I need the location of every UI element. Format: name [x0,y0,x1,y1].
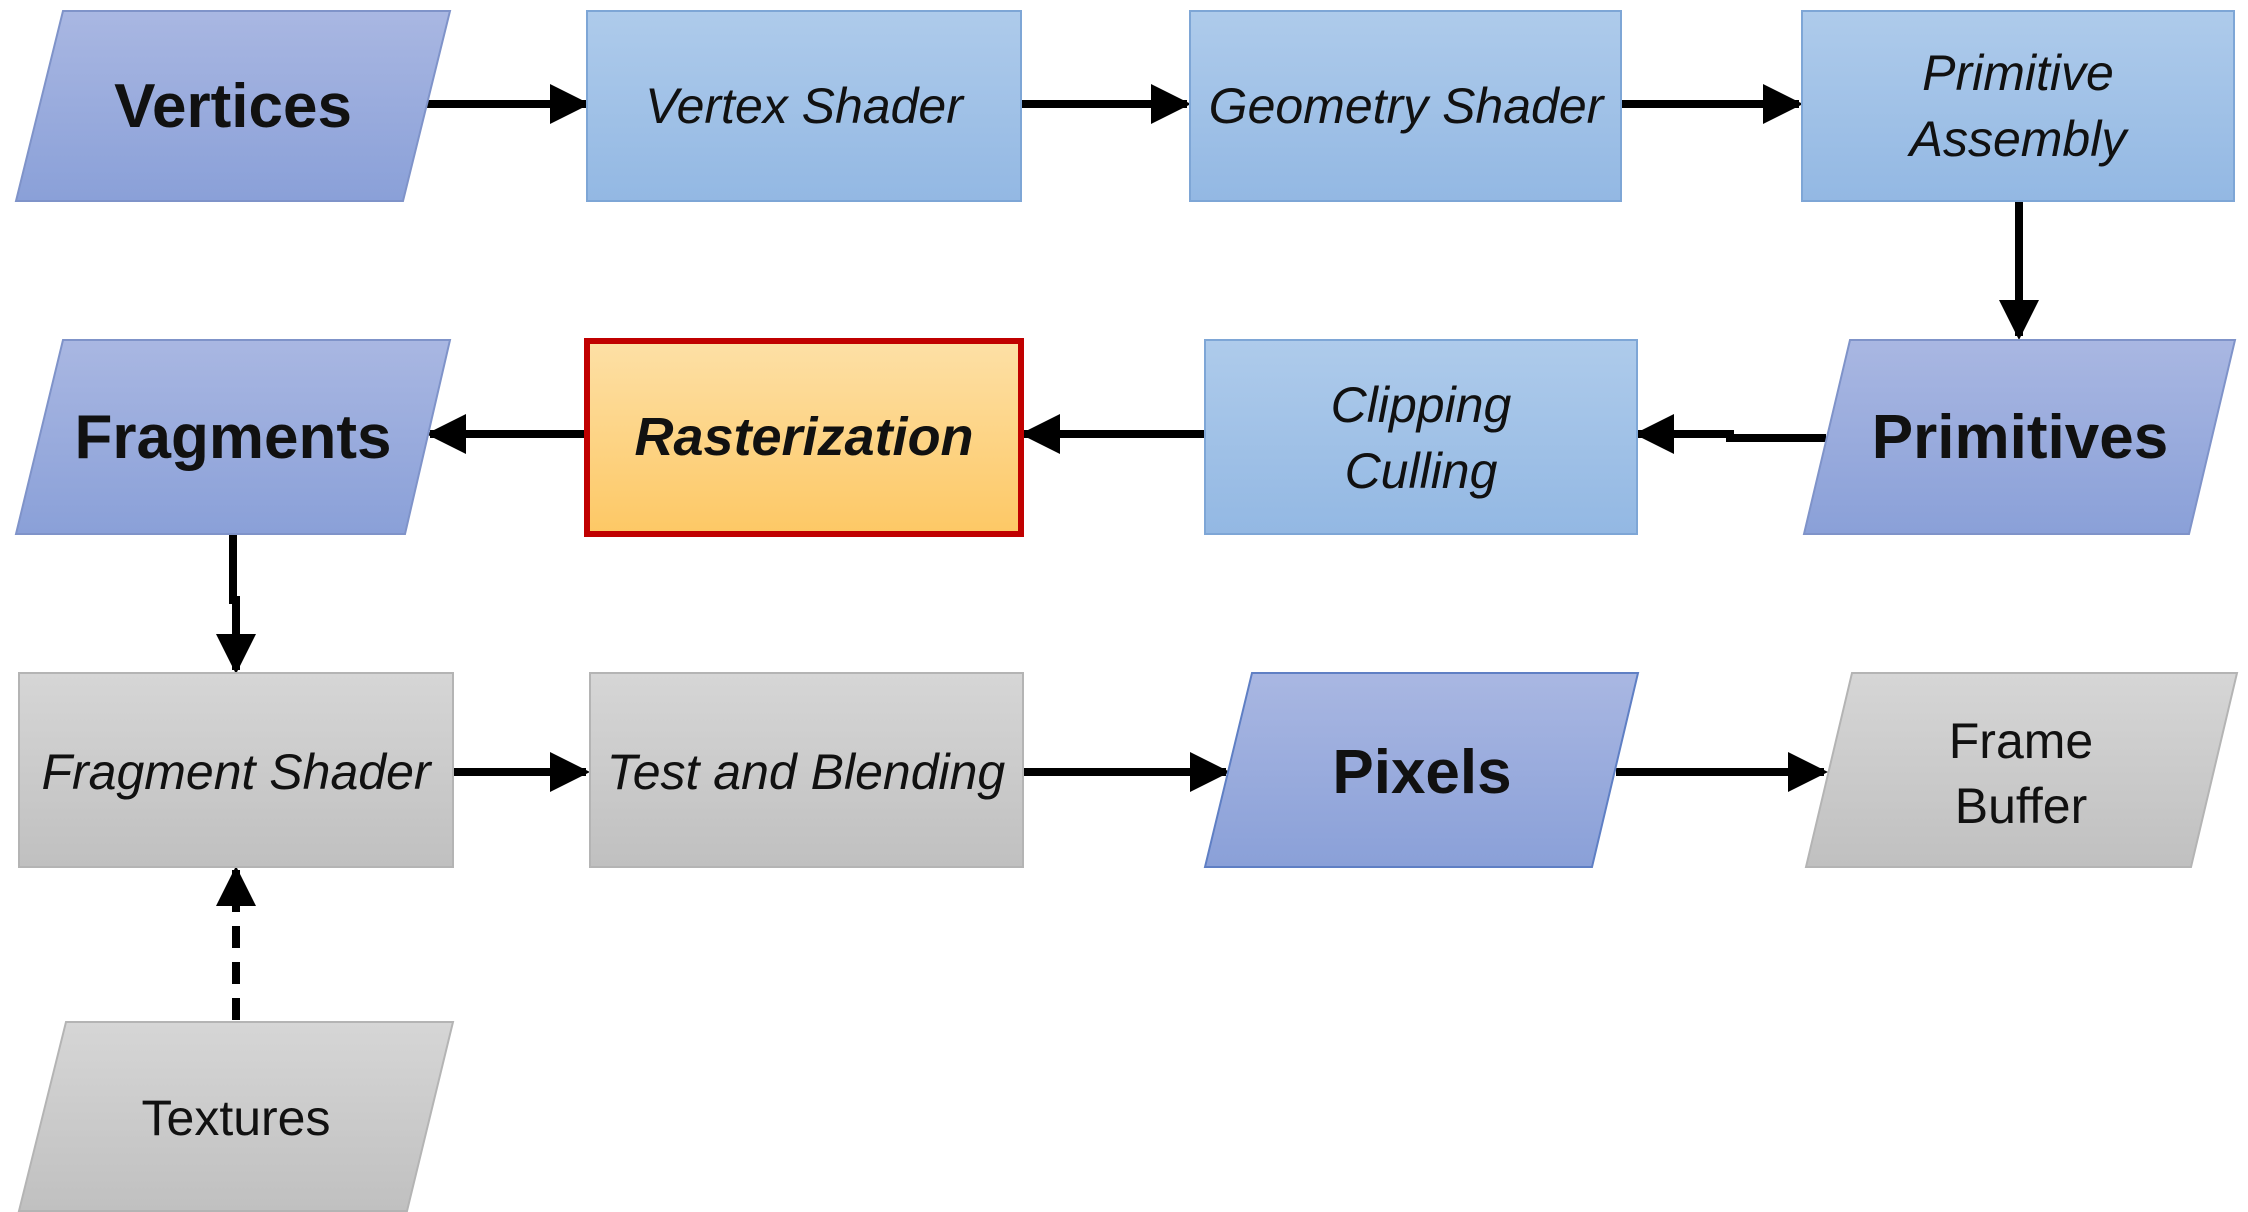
node-rasterization-label: Rasterization [634,407,974,467]
node-clipping-culling-shape [1205,340,1637,534]
node-pixels-label: Pixels [1332,737,1512,807]
node-primitive-assembly [1802,11,2234,201]
node-frame-buffer-label-2: Buffer [1954,778,2088,834]
node-frame-buffer-shape [1806,673,2237,867]
node-vertices-label: Vertices [114,71,352,141]
node-geometry-shader-label: Geometry Shader [1208,78,1604,134]
node-pixels [1205,673,1638,867]
node-textures [19,1022,453,1211]
node-textures-label: Textures [141,1090,331,1146]
node-test-blending-label: Test and Blending [606,744,1006,800]
node-geometry-shader [1190,11,1621,201]
node-fragments-label: Fragments [74,402,392,472]
node-clipping-culling [1205,340,1637,534]
edge-fragments-to-fragment-shader [233,534,236,670]
node-fragment-shader [19,673,453,867]
node-frame-buffer [1806,673,2237,867]
node-vertices [16,11,450,201]
edge-primitives-to-clipping [1638,434,1826,438]
node-primitive-assembly-label: Primitive [1922,45,2114,101]
node-clipping-culling-label: Clipping [1330,377,1512,433]
edges [233,104,2019,1020]
node-rasterization [587,341,1021,534]
node-clipping-culling-label-2: Culling [1344,443,1498,499]
node-primitive-assembly-shape [1802,11,2234,201]
node-primitives-label: Primitives [1871,402,2169,472]
node-frame-buffer-label: Frame [1948,713,2094,769]
node-primitive-assembly-label-2: Assembly [1909,111,2127,167]
node-primitives [1804,340,2235,534]
node-test-blending [590,673,1023,867]
node-vertex-shader [587,11,1021,201]
node-fragments [16,340,450,534]
node-vertex-shader-label: Vertex Shader [645,78,963,134]
node-fragment-shader-label: Fragment Shader [41,744,431,800]
